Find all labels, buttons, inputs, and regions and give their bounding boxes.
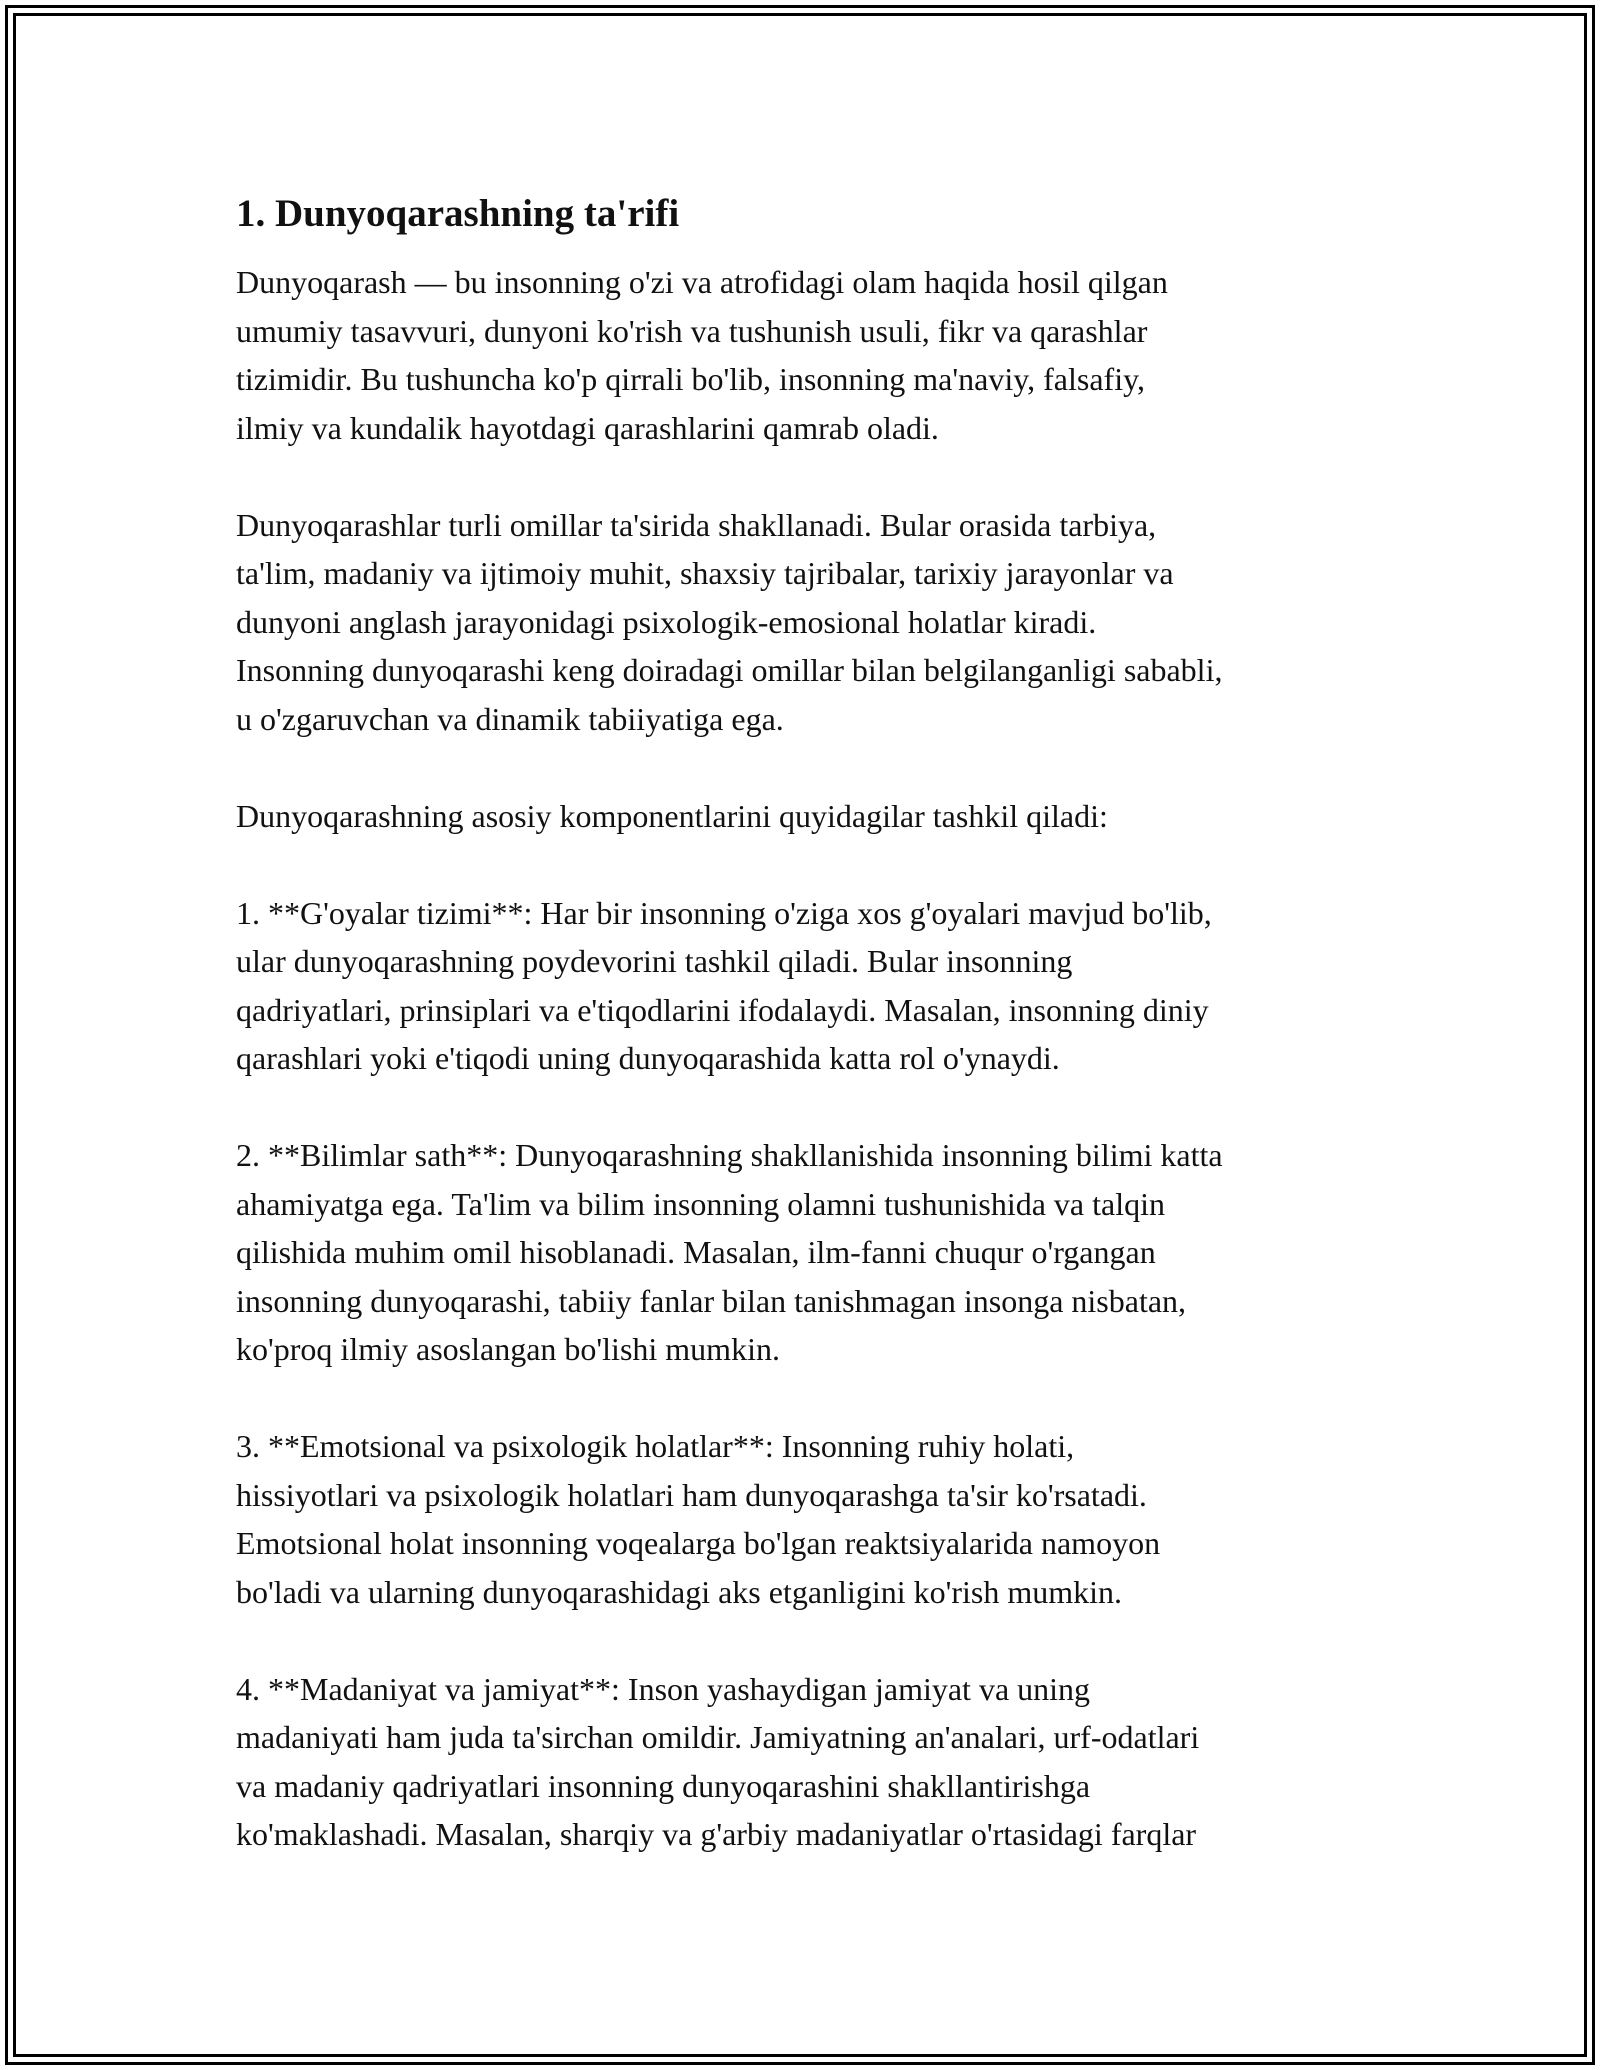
text-line: ilmiy va kundalik hayotdagi qarashlarini qamrab oladi. — [236, 409, 939, 446]
section-heading: 1. Dunyoqarashning ta'rifi — [236, 192, 680, 235]
text-line: Dunyoqarashlar turli omillar ta'sirida shakllanadi. Bular orasida tarbiya, — [236, 506, 1157, 543]
text-line: 1. **G'oyalar tizimi**: Har bir insonning o'ziga xos g'oyalari mavjud bo'lib, — [236, 894, 1212, 931]
text-line: 3. **Emotsional va psixologik holatlar**: Insonning ruhiy holati, — [236, 1428, 1075, 1464]
text-line: ko'maklashadi. Masalan, sharqiy va g'arbiy madaniyatlar o'rtasidagi farqlar — [236, 1816, 1197, 1852]
paragraph-definition — [236, 258, 1386, 452]
text-line: ko'proq ilmiy asoslangan bo'lishi mumkin. — [236, 1331, 780, 1367]
text-line: ular dunyoqarashning poydevorini tashkil qiladi. Bular insonning — [236, 943, 1073, 979]
text-line: insonning dunyoqarashi, tabiiy fanlar bilan tanishmagan insonga nisbatan, — [236, 1282, 1187, 1319]
text-line: qarashlari yoki e'tiqodi uning dunyoqarashida katta rol o'ynaydi. — [236, 1040, 1060, 1076]
text-line: 4. **Madaniyat va jamiyat**: Inson yashaydigan jamiyat va uning — [236, 1670, 1091, 1707]
list-item-ideas — [236, 889, 1386, 1083]
text-line: tizimidir. Bu tushuncha ko'p qirrali bo'lib, insonning ma'naviy, falsafiy, — [236, 361, 1146, 397]
text-line: u o'zgaruvchan va dinamik tabiiyatiga ega. — [236, 700, 784, 737]
text-line: Insonning dunyoqarashi keng doiradagi omillar bilan belgilanganligi sababli, — [236, 652, 1223, 688]
text-line: ahamiyatga ega. Ta'lim va bilim insonning olamni tushunishida va talqin — [236, 1185, 1165, 1222]
text-line: madaniyati ham juda ta'sirchan omildir. Jamiyatning an'analari, urf-odatlari — [236, 1719, 1200, 1755]
text-line: umumiy tasavvuri, dunyoni ko'rish va tushunish usuli, fikr va qarashlar — [236, 312, 1148, 349]
document-body — [236, 188, 1386, 1907]
text-line: qadriyatlari, prinsiplari va e'tiqodlarini ifodalaydi. Masalan, insonning diniy — [236, 991, 1209, 1028]
text-line: va madaniy qadriyatlari insonning dunyoqarashini shakllantirishga — [236, 1767, 1091, 1804]
text-line: Emotsional holat insonning voqealarga bo'lgan reaktsiyalarida namoyon — [236, 1525, 1161, 1561]
list-item-culture — [236, 1665, 1386, 1859]
text-line: bo'ladi va ularning dunyoqarashidagi aks etganligini ko'rish mumkin. — [236, 1573, 1123, 1610]
paragraph-factors — [236, 501, 1386, 744]
text-line: qilishida muhim omil hisoblanadi. Masalan, ilm-fanni chuqur o'rgangan — [236, 1234, 1156, 1270]
text-line: Dunyoqarashning asosiy komponentlarini quyidagilar tashkil qiladi: — [236, 797, 1108, 834]
text-line: dunyoni anglash jarayonidagi psixologik-emosional holatlar kiradi. — [236, 603, 1097, 640]
list-item-knowledge — [236, 1131, 1386, 1374]
text-line: Dunyoqarash — bu insonning o'zi va atrofidagi olam haqida hosil qilgan — [236, 264, 1168, 300]
paragraph-components-intro — [236, 792, 1386, 841]
text-line: hissiyotlari va psixologik holatlari ham dunyoqarashga ta'sir ko'rsatadi. — [236, 1476, 1147, 1513]
text-line: ta'lim, madaniy va ijtimoiy muhit, shaxsiy tajribalar, tarixiy jarayonlar va — [236, 555, 1174, 591]
text-line: 2. **Bilimlar sath**: Dunyoqarashning shakllanishida insonning bilimi katta — [236, 1137, 1223, 1173]
list-item-emotional — [236, 1422, 1386, 1616]
